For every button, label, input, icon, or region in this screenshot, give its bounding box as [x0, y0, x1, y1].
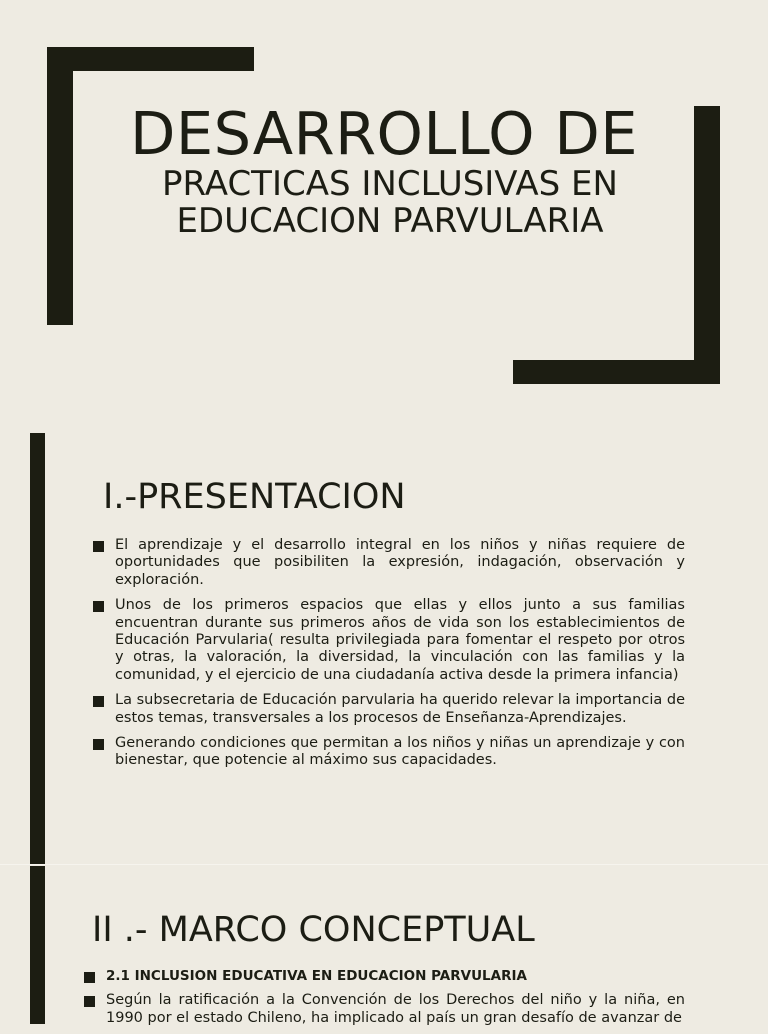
bullet-text: Unos de los primeros espacios que ellas y ellos junto a sus familias encuentran durante sus primeros años de vida son los establecimientos de Educación Parvularia( resulta privilegiada para fomentar el respeto por otros y otras, la valoración, la diversidad, la vinculación con las familias y la comunidad, y el ejercicio de una ciudadanía activa desde la primera infancia) [115, 597, 685, 683]
bullet-text: Generando condiciones que permitan a los niños y niñas un aprendizaje y con bienestar, que potencie al máximo sus capacidades. [115, 735, 685, 769]
subtitle-line-1: PRACTICAS INCLUSIVAS EN [162, 164, 618, 204]
list-item [93, 692, 685, 727]
title-slide [0, 0, 768, 432]
slide2-left-accent-bar [30, 433, 45, 864]
square-bullet-icon [84, 996, 95, 1007]
bullet-text: La subsecretaria de Educación parvularia ha querido relevar la importancia de estos temas, transversales a los procesos de Enseñanza-Aprendizajes. [115, 692, 685, 726]
slide-title: DESARROLLO DE [129, 99, 639, 168]
frame-top-left-horizontal [47, 47, 254, 71]
square-bullet-icon [93, 739, 104, 750]
list-item [93, 597, 685, 684]
section-heading-presentacion: I.-PRESENTACION [103, 477, 406, 517]
square-bullet-icon [93, 696, 104, 707]
section-heading-marco-conceptual: II .- MARCO CONCEPTUAL [92, 910, 535, 950]
slide-subtitle [60, 166, 720, 240]
slide-separator [0, 864, 768, 865]
slide3-left-accent-bar [30, 866, 45, 1024]
square-bullet-icon [93, 601, 104, 612]
list-item [93, 735, 685, 770]
list-item [93, 537, 685, 589]
subtitle-line-2: EDUCACION PARVULARIA [176, 201, 604, 241]
frame-bottom-right-horizontal [513, 360, 720, 384]
subsection-heading: 2.1 INCLUSION EDUCATIVA EN EDUCACION PARVULARIA [106, 968, 527, 984]
marco-conceptual-bullet-list [84, 968, 685, 1034]
square-bullet-icon [93, 541, 104, 552]
bullet-text: Según la ratificación a la Convención de los Derechos del niño y la niña, en 1990 por el estado Chileno, ha implicado al país un gran desafío de avanzar de [106, 992, 685, 1026]
presentacion-bullet-list [93, 537, 685, 778]
square-bullet-icon [84, 972, 95, 983]
bullet-text: El aprendizaje y el desarrollo integral en los niños y niñas requiere de oportunidades que posibiliten la expresión, indagación, observación y exploración. [115, 537, 685, 588]
list-item [84, 992, 685, 1027]
list-item [84, 968, 685, 985]
